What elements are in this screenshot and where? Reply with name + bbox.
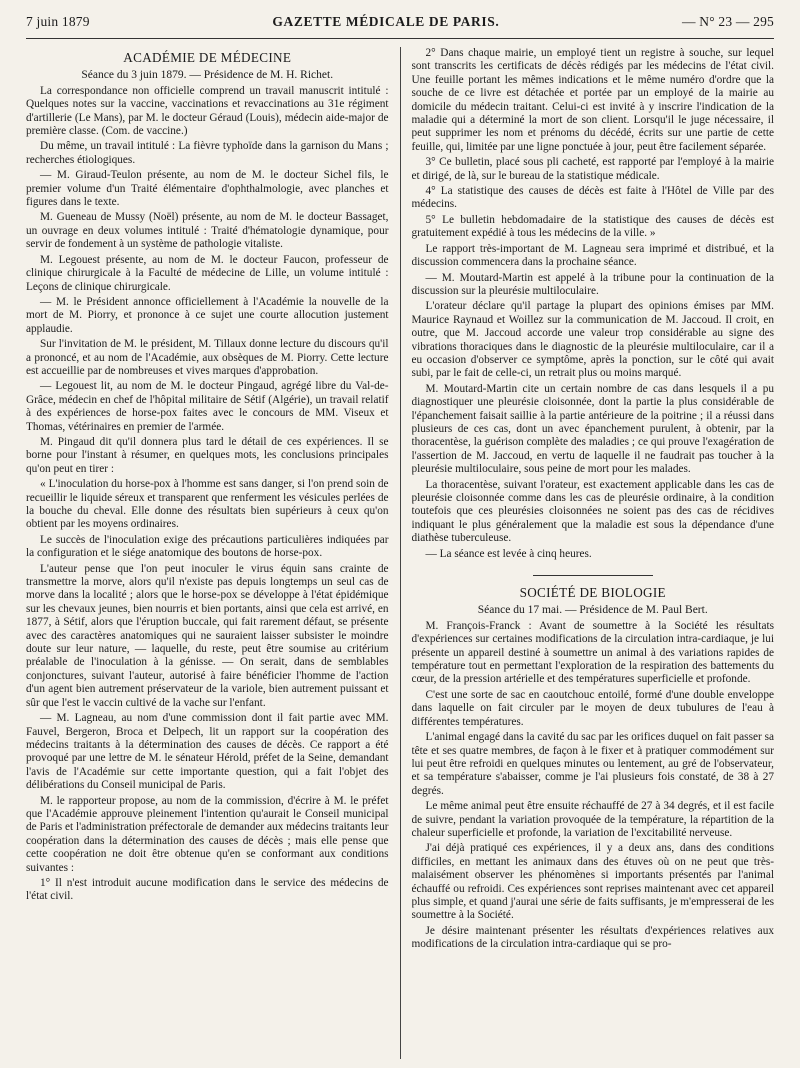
paragraph: L'orateur déclare qu'il partage la plupart des opinions émises par MM. Maurice Raynaud et Woillez sur la communication de M. Jaccoud. Il croit, en outre, que M. Jaccoud accorde une valeur trop considérable au signe des vibrations thoraciques dans le diagnostic de la pleurésie multiloculaire, car il a eu occasion d'observer ce symptôme, après la ponction, sur le côté qui avait subi, par le fait de celle-ci, un retrait plus ou moins marqué. — [411, 300, 774, 380]
paragraph: 2° Dans chaque mairie, un employé tient un registre à souche, sur lequel sont transcrits les certificats de décès rédigés par les médecins de l'état civil. Une feuille portant les mêmes indications et le même numéro d'ordre que la souche de ce livre est détachée et portée par un employé de la mairie au domicile du médecin traitant. Celui-ci est invité à y inscrire l'indication de la maladie qui a déterminé la mort de son client. Lorsqu'il le juge nécessaire, il peut supprimer les nom et prénoms du décédé, écrits sur une partie de cette feuille, qui, limitée par une ligne ponctuée à jour, peut être facilement séparée. — [411, 47, 774, 153]
paragraph: — Legouest lit, au nom de M. le docteur Pingaud, agrégé libre du Val-de-Grâce, médecin en chef de l'hôpital militaire de Sétif (Algérie), un travail relatif à des expériences de horse-pox faites avec le concours de MM. Viseux et Thomas, vétérinaires en premier de l'armée. — [26, 380, 389, 433]
paragraph: — M. Giraud-Teulon présente, au nom de M. le docteur Sichel fils, le premier volume d'un Traité élémentaire d'ophthalmologie, avec planches et figures dans le texte. — [26, 169, 389, 209]
paragraph: Du même, un travail intitulé : La fièvre typhoïde dans la garnison du Mans ; recherches étiologiques. — [26, 140, 389, 166]
paragraph: M. Moutard-Martin cite un certain nombre de cas dans lesquels il a pu diagnostiquer une pleurésie cloisonnée, dont la partie la plus considérable de l'épanchement faisait saillie à la partie antérieure de la poitrine ; il a réussi dans plusieurs de ces cas, dont un avec épanchement purulent, à obtenir, par la thoracentèse, la guérison complète des maladies ; ce qui prouve l'exagération de l'assertion de M. Jaccoud, en vertu de laquelle il ne faudrait pas toucher à la pleurésie multiloculaire, sous peine de mort pour les malades. — [411, 382, 774, 476]
section-title-biologie: SOCIÉTÉ DE BIOLOGIE — [519, 585, 666, 601]
paragraph: M. Legouest présente, au nom de M. le docteur Faucon, professeur de clinique chirurgicale à la Faculté de médecine de Lille, un volume intitulé : Leçons de clinique chirurgicale. — [26, 253, 389, 293]
column-divider — [400, 47, 401, 1059]
paragraph: M. Pingaud dit qu'il donnera plus tard le détail de ces expériences. Il se borne pour l'instant à résumer, en quelques mots, les conclusions principales qu'on peut en tirer : — [26, 435, 389, 475]
header-issue: — N° 23 — 295 — [682, 14, 774, 29]
paragraph: Je désire maintenant présenter les résultats d'expériences relatives aux modifications de la circulation intra-cardiaque qui se pro- — [411, 924, 774, 951]
paragraph: Le succès de l'inoculation exige des précautions particulières indiquées par la configuration et le siége anatomique des boutons de horse-pox. — [26, 533, 389, 560]
paragraph: 5° Le bulletin hebdomadaire de la statistique des causes de décès est gratuitement expédié à tous les médecins de la ville. » — [411, 213, 774, 240]
paragraph: M. Gueneau de Mussy (Noël) présente, au nom de M. le docteur Bassaget, un ouvrage en deux volumes intitulé : Traité d'hématologie dynamique, pour servir de fondement à un système de pathologie vitaliste. — [26, 211, 389, 251]
session-line-academie: Séance du 3 juin 1879. — Présidence de M. H. Richet. — [81, 69, 334, 82]
paragraph: M. François-Franck : Avant de soumettre à la Société les résultats d'expériences sur certaines modifications de la circulation intra-cardiaque, je lui présente un appareil destiné à soumettre un animal à des variations rapides de température tout en permettant l'exploration de la respiration des battements du cœur, de la pression artérielle et des températures superficielle et profonde. — [411, 619, 774, 686]
paragraph: M. le rapporteur propose, au nom de la commission, d'écrire à M. le préfet que l'Académie approuve pleinement l'intention qu'aurait le Conseil municipal de Paris et l'administration préfectorale de demander aux médecins traitants leur coopération dans la détermination des causes de décès ; mais elle pense que cette coopération ne doit être obtenue qu'en se conformant aux conditions suivantes : — [26, 794, 389, 874]
paragraph: L'animal engagé dans la cavité du sac par les orifices duquel on fait passer sa tête et ses quatre membres, de façon à le fixer et à pratiquer commodément sur lui peut être refroidi en quelques minutes ou lentement, au gré de l'observateur, et sa température s'abaisser, comme je l'ai plusieurs fois constaté, de 38 à 27 degrés. — [411, 731, 774, 797]
paragraph: « L'inoculation du horse-pox à l'homme est sans danger, si l'on prend soin de recueillir le liquide séreux et transparent que renferment les vésicules perlées de la bouche du cheval. Elle donne des résultats bien supérieurs à ceux qu'on obtient par les moyens ordinaires. — [26, 478, 389, 531]
session-line-biologie: Séance du 17 mai. — Présidence de M. Paul Bert. — [477, 604, 708, 617]
header-rule — [26, 38, 774, 39]
header-journal: GAZETTE MÉDICALE DE PARIS. — [272, 14, 500, 29]
paragraph: — M. Lagneau, au nom d'une commission dont il fait partie avec MM. Fauvel, Bergeron, Broca et Delpech, lit un rapport sur la coopération des médecins traitants à la détermination des causes de décès. Ce rapport a été provoqué par une lettre de M. le sénateur Hérold, préfet de la Seine, demandant l'avis de l'Académie sur cette importante question, qui a fait l'objet des délibérations du Conseil municipal de Paris. — [26, 712, 389, 792]
paragraph: Le rapport très-important de M. Lagneau sera imprimé et distribué, et la discussion commencera dans la prochaine séance. — [411, 242, 774, 269]
paragraph: — M. le Président annonce officiellement à l'Académie la nouvelle de la mort de M. Piorry, et prononce à ce sujet une courte allocution justement applaudie. — [26, 295, 389, 335]
paragraph: Sur l'invitation de M. le président, M. Tillaux donne lecture du discours qu'il a prononcé, et au nom de l'Académie, aux obsèques de M. Piorry. Cette lecture est accueillie par de nombreuses et vives marques d'approbation. — [26, 338, 389, 377]
header-date: 7 juin 1879 — [26, 14, 90, 29]
paragraph: La correspondance non officielle comprend un travail manuscrit intitulé : Quelques notes sur la vaccine, vaccinations et revaccinations au 31e régiment d'artillerie (Le Mans), par M. le docteur Géraud (Louis), médecin aide-major de première classe. (Com. de vaccine.) — [26, 84, 389, 138]
paragraph: 1° Il n'est introduit aucune modification dans le service des médecins de l'état civil. — [26, 876, 389, 903]
paragraph: L'auteur pense que l'on peut inoculer le virus équin sans crainte de transmettre la morve, alors qu'il n'existe pas depuis longtemps un seul cas de morve dans la localité ; alors que le horse-pox se développe à l'état épidémique sur les chevaux jeunes, bien nourris et bien portants, ainsi que cela est arrivé, en 1877, à Sétif, alors que l'éruption buccale, qui fait rarement défaut, se présente avec des caractères anatomiques qui ne sauraient laisser subsister le moindre doute sur leur nature, — laquelle, du reste, peut être soumise au critérium préalable de l'inoculation à la génisse. — On serait, dans de semblables conjonctures, suivant l'auteur, autorisé à faire bénéficier l'homme de l'action d'un agent bien autrement préservateur de la variole, bien autrement puissant et sûr que l'est le vaccin cultivé de la vache sur l'enfant. — [26, 562, 389, 709]
paragraph: C'est une sorte de sac en caoutchouc entoilé, formé d'une double enveloppe dans laquelle on fait circuler par le moyen de deux tubulures de l'eau à différentes températures. — [411, 688, 774, 728]
paragraph: — La séance est levée à cinq heures. — [425, 547, 592, 560]
running-head — [26, 14, 774, 36]
left-column — [26, 47, 389, 1059]
paragraph: 4° La statistique des causes de décès est faite à l'Hôtel de Ville par des médecins. — [411, 185, 774, 211]
section-title-academie: ACADÉMIE DE MÉDECINE — [123, 50, 292, 65]
paragraph: La thoracentèse, suivant l'orateur, est exactement applicable dans les cas de pleurésie cloisonnée comme dans les cas de pleurésie ordinaire, à la condition toutefois que ces pleurésies cloisonnées ne soient pas des cas de récidives indiquant le plus généralement que la maladie est sous la dépendance d'une diathèse tuberculeuse. — [411, 478, 774, 545]
paragraph: 3° Ce bulletin, placé sous pli cacheté, est rapporté par l'employé à la mairie et dirigé, de là, sur le bureau de la statistique médicale. — [411, 156, 774, 182]
section-separator — [533, 575, 653, 576]
right-column — [412, 47, 775, 1059]
paragraph: Le même animal peut être ensuite réchauffé de 27 à 34 degrés, et il est facile de suivre, pendant la variation provoquée de la température, la répartition de la chaleur superficielle et profonde, la variation de l'excitabilité nerveuse. — [411, 800, 774, 839]
two-columns — [26, 47, 774, 1059]
paragraph: J'ai déjà pratiqué ces expériences, il y a deux ans, dans des conditions difficiles, en mettant les animaux dans des étuves où on ne peut que très-malaisément observer les phénomènes si importants présentés par l'animal échauffé ou refroidi. Ces expériences sont reprises maintenant avec cet appareil plus simple, et quand j'aurai une série de faits suffisants, je m'empresserai de les soumettre à la Société. — [411, 842, 774, 922]
paragraph: — M. Moutard-Martin est appelé à la tribune pour la continuation de la discussion sur la pleurésie multiloculaire. — [411, 271, 774, 297]
